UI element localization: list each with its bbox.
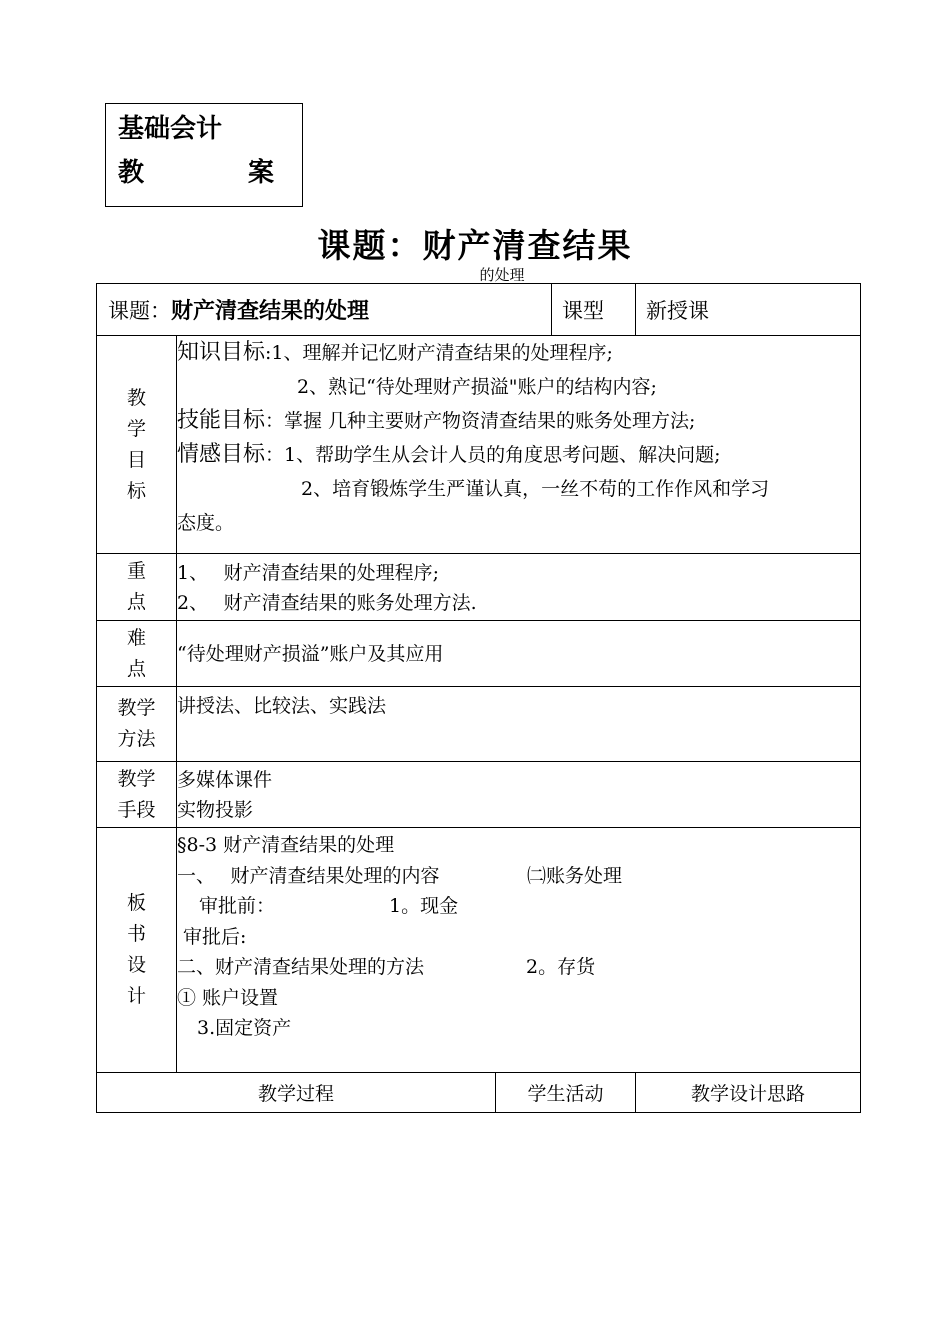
key-point-2: 2、 财产清查结果的账务处理方法.	[177, 592, 477, 614]
knowledge-2: 2、熟记“待处理财产损溢"账户的结构内容;	[297, 376, 657, 398]
page-title: 课题：财产清查结果	[317, 226, 633, 265]
difficulty-text: “待处理财产损溢”账户及其应用	[177, 621, 861, 687]
goals-label-cell	[97, 336, 177, 554]
badge-line-2-a: 教	[118, 158, 145, 188]
board-label: 板书设计	[126, 892, 146, 1007]
board-row	[97, 828, 861, 1073]
footer-col-process: 教学过程	[97, 1073, 496, 1113]
board-line-2a: 一、 财产清查结果处理的内容	[177, 864, 440, 887]
methods-row	[97, 687, 861, 762]
board-line-2b: ㈡账务处理	[527, 864, 623, 887]
topic-cell	[97, 284, 552, 336]
board-content	[177, 828, 861, 1073]
footer-row	[97, 1073, 861, 1113]
knowledge-1: :1、理解并记忆财产清查结果的处理程序;	[265, 342, 613, 364]
means-label-cell	[97, 762, 177, 828]
board-line-1: §8-3 财产清查结果的处理	[177, 834, 395, 856]
board-line-3b: 1。现金	[389, 895, 459, 917]
means-label: 教学手段	[117, 767, 156, 821]
key-points-label-cell	[97, 554, 177, 621]
emotion-3: 态度。	[177, 512, 235, 534]
board-line-6: ① 账户设置	[177, 986, 279, 1009]
page-subtitle: 的处理	[479, 266, 525, 284]
board-line-3a: 审批前：	[199, 895, 276, 917]
board-line-5a: 二、财产清查结果处理的方法	[177, 956, 425, 978]
skill-text: ：掌握 几种主要财产物资清查结果的账务处理方法;	[265, 410, 696, 432]
goals-label: 教学目标	[126, 386, 146, 502]
footer-col-activity: 学生活动	[496, 1073, 636, 1113]
methods-label: 教学方法	[117, 697, 156, 750]
board-label-cell	[97, 828, 177, 1073]
difficulty-label: 难点	[126, 626, 146, 680]
board-line-7: 3.固定资产	[197, 1017, 292, 1039]
means-item-1: 多媒体课件	[177, 769, 273, 791]
key-points-row	[97, 554, 861, 621]
badge-line-2-b: 案	[248, 158, 275, 188]
key-points-label: 重点	[126, 560, 146, 613]
header-row	[97, 284, 861, 336]
goals-content	[177, 336, 861, 554]
footer-col-design: 教学设计思路	[636, 1073, 861, 1113]
board-line-4: 审批后:	[183, 925, 247, 948]
methods-text: 讲授法、比较法、实践法	[177, 687, 861, 762]
goals-row	[97, 336, 861, 554]
difficulty-row	[97, 621, 861, 687]
course-badge	[105, 103, 303, 207]
knowledge-label: 知识目标	[177, 340, 266, 365]
methods-label-cell	[97, 687, 177, 762]
emotion-label: 情感目标	[177, 442, 266, 467]
emotion-1: ：1、帮助学生从会计人员的角度思考问题、解决问题;	[265, 444, 721, 466]
topic-value: 财产清查结果的处理	[171, 298, 370, 324]
difficulty-label-cell	[97, 621, 177, 687]
badge-line-2	[118, 158, 302, 188]
key-points-content	[177, 554, 861, 621]
means-row	[97, 762, 861, 828]
topic-label: 课题：	[108, 299, 171, 323]
lesson-plan-table	[96, 283, 861, 1113]
means-item-2: 实物投影	[177, 799, 254, 821]
type-value: 新授课	[636, 284, 861, 336]
key-point-1: 1、 财产清查结果的处理程序;	[177, 562, 440, 584]
type-label: 课型	[552, 284, 636, 336]
badge-line-1: 基础会计	[118, 114, 223, 144]
means-content	[177, 762, 861, 828]
skill-label: 技能目标	[177, 408, 266, 433]
board-line-5b: 2。存货	[526, 956, 596, 978]
emotion-2: 2、培育锻炼学生严谨认真，一丝不苟的工作作风和学习	[301, 478, 770, 500]
